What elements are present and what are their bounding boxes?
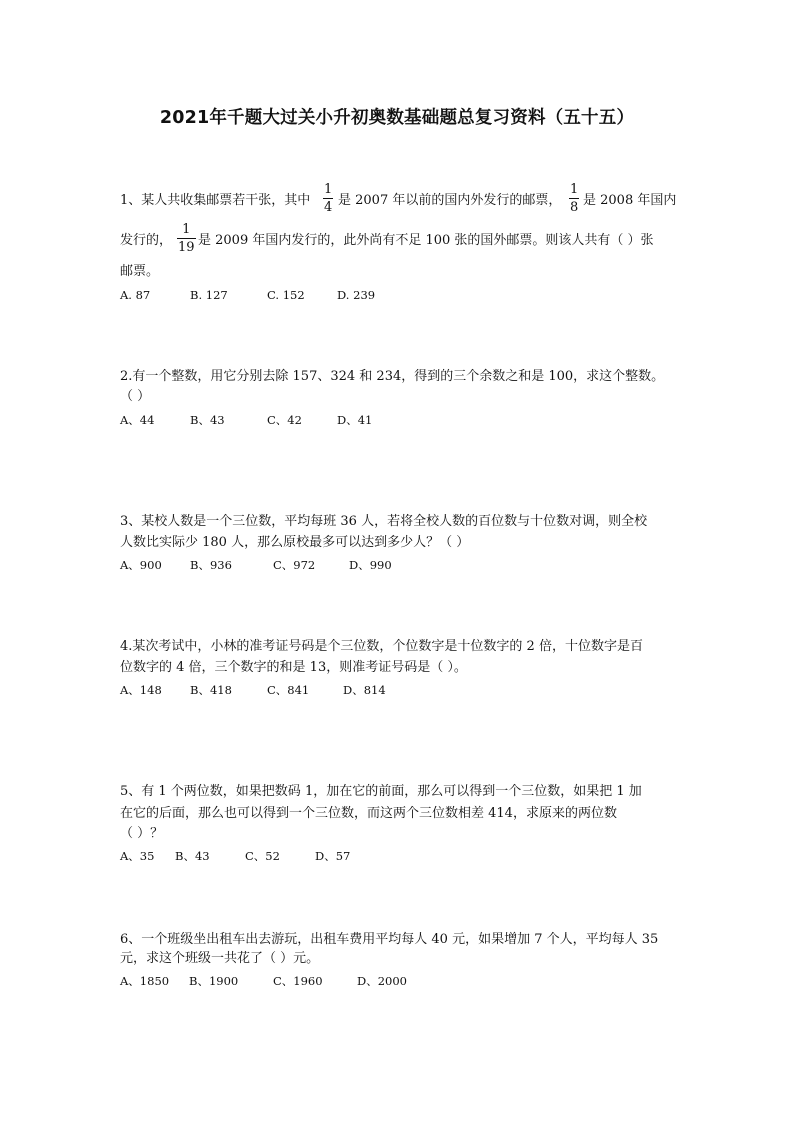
option-c: C、1960 — [273, 974, 323, 988]
q1-fraction-1-4 — [323, 182, 333, 215]
option-b: B. 127 — [190, 288, 228, 302]
q1-fraction-1-8 — [569, 182, 579, 215]
option-b: B、1900 — [189, 974, 239, 988]
q3-line2: 人数比实际少 180 人，那么原校最多可以达到多少人？（ ） — [120, 535, 470, 550]
option-a: A. 87 — [120, 288, 151, 302]
document-title: 2021年千题大过关小升初奥数基础题总复习资料（五十五） — [159, 108, 635, 128]
option-a: A、148 — [120, 683, 162, 697]
option-d: D、814 — [343, 683, 386, 697]
option-d: D、41 — [337, 413, 373, 427]
q1-line1-middle: 是 2007 年以前的国内外发行的邮票， — [338, 193, 562, 208]
fraction-denominator: 19 — [178, 240, 195, 255]
q3-line1: 3、某校人数是一个三位数，平均每班 36 人，若将全校人数的百位数与十位数对调，则全校 — [120, 514, 648, 529]
q1-line2-start: 发行的， — [120, 233, 173, 248]
q2-line2: （ ） — [120, 389, 151, 404]
option-b: B、936 — [190, 558, 232, 572]
q5-line3: （ ）？ — [120, 826, 164, 841]
option-d: D、2000 — [357, 974, 407, 988]
fraction-numerator: 1 — [570, 182, 579, 197]
option-a: A、35 — [120, 849, 155, 863]
q6-line1: 6、一个班级坐出租车出去游玩，出租车费用平均每人 40 元，如果增加 7 个人，平均每人 35 — [120, 932, 659, 947]
option-d: D. 239 — [337, 288, 376, 302]
q1-line2-end: 是 2009 年国内发行的，此外尚有不足 100 张的国外邮票。则该人共有（ ）张 — [198, 233, 654, 248]
option-a: A、900 — [120, 558, 162, 572]
q1-fraction-1-19 — [177, 222, 196, 255]
option-a: A、1850 — [120, 974, 170, 988]
q1-line1-start: 1、某人共收集邮票若干张，其中 — [120, 193, 311, 208]
q1-line3: 邮票。 — [120, 264, 160, 279]
option-b: B、43 — [175, 849, 210, 863]
fraction-denominator: 4 — [324, 200, 333, 215]
q4-line2: 位数字的 4 倍，三个数字的和是 13，则准考证号码是（ ）。 — [120, 660, 467, 675]
q4-line1: 4.某次考试中，小林的准考证号码是个三位数，个位数字是十位数字的 2 倍，十位数字是百 — [120, 639, 643, 654]
option-c: C、52 — [245, 849, 280, 863]
option-c: C、972 — [273, 558, 316, 572]
q6-line2: 元，求这个班级一共花了（ ）元。 — [120, 951, 320, 966]
q5-line2: 在它的后面，那么也可以得到一个三位数，而这两个三位数相差 414，求原来的两位数 — [120, 806, 617, 821]
option-a: A、44 — [120, 413, 155, 427]
option-c: C、841 — [267, 683, 310, 697]
fraction-bar — [569, 198, 579, 199]
q2-line1: 2.有一个整数，用它分别去除 157、324 和 234，得到的三个余数之和是 100，求这个整数。 — [120, 369, 665, 384]
fraction-denominator: 8 — [570, 200, 579, 215]
option-b: B、43 — [190, 413, 225, 427]
fraction-numerator: 1 — [182, 222, 191, 237]
option-c: C. 152 — [267, 288, 305, 302]
option-d: D、990 — [349, 558, 392, 572]
option-c: C、42 — [267, 413, 302, 427]
fraction-bar — [323, 198, 333, 199]
option-b: B、418 — [190, 683, 232, 697]
q5-line1: 5、有 1 个两位数，如果把数码 1，加在它的前面，那么可以得到一个三位数，如果把 1 加 — [120, 784, 642, 799]
q1-line1-end: 是 2008 年国内 — [583, 193, 677, 208]
fraction-bar — [177, 238, 196, 239]
option-d: D、57 — [315, 849, 351, 863]
fraction-numerator: 1 — [324, 182, 333, 197]
